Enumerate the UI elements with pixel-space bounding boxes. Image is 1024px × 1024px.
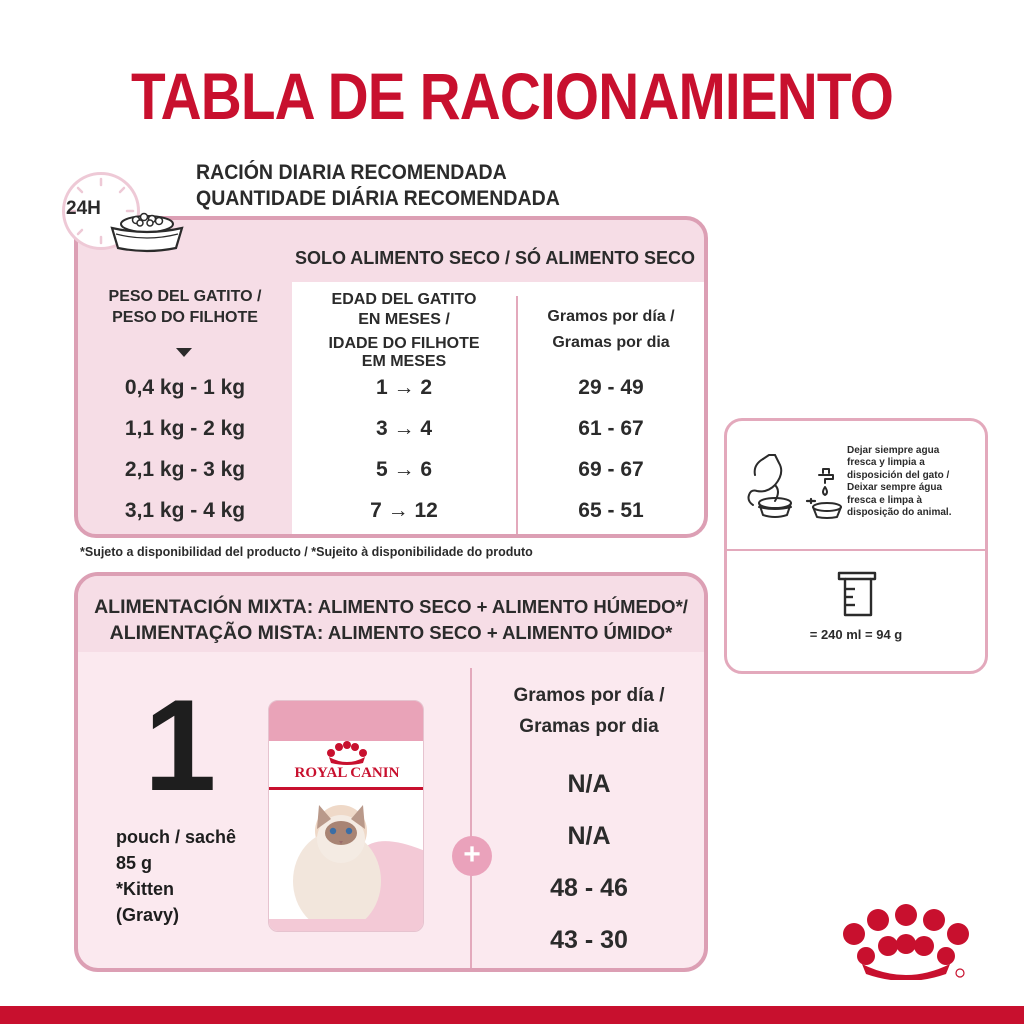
subtitle-line-es: RACIÓN DIARIA RECOMENDADA bbox=[196, 161, 507, 184]
mixed-header-text: ALIMENTO SECO + ALIMENTO HÚMEDO*/ bbox=[313, 596, 688, 617]
grams-header-pt: Gramas por dia bbox=[519, 716, 659, 737]
info-panel bbox=[724, 418, 988, 674]
pouch-line: pouch / sachê bbox=[116, 827, 237, 847]
subtitle bbox=[196, 160, 560, 212]
age-header-line: EN MESES / bbox=[358, 311, 450, 328]
weight-cell: 2,1 kg - 3 kg bbox=[124, 458, 246, 481]
mixed-grams-value: N/A bbox=[567, 822, 611, 850]
weight-column-header bbox=[78, 286, 292, 328]
age-header-line: IDADE DO FILHOTE bbox=[328, 335, 480, 352]
mixed-feeding-header bbox=[78, 594, 704, 646]
triangle-down-icon bbox=[176, 348, 192, 358]
grams-header-es: Gramos por día / bbox=[547, 308, 675, 325]
measuring-cup-icon bbox=[835, 569, 879, 619]
grams-cell: 29 - 49 bbox=[578, 376, 644, 399]
cat-water-icon bbox=[745, 451, 843, 519]
kitten-pouch-image bbox=[268, 700, 424, 932]
column-divider bbox=[470, 668, 472, 970]
grams-column-header bbox=[518, 304, 704, 356]
age-column-header bbox=[292, 290, 516, 372]
cup-equivalence: = 240 ml = 94 g bbox=[809, 627, 903, 642]
grams-header-pt: Gramas por dia bbox=[552, 334, 670, 351]
water-advice-line: fresca y limpia a bbox=[847, 457, 925, 469]
grams-cell: 65 - 51 bbox=[578, 499, 644, 522]
crown-logo-icon bbox=[325, 741, 369, 765]
brand-name: ROYAL CANIN bbox=[294, 765, 400, 781]
bottom-brand-bar bbox=[0, 1006, 1024, 1024]
weight-cell: 3,1 kg - 4 kg bbox=[124, 499, 246, 522]
age-cell: 3 → 4 bbox=[375, 417, 433, 440]
weight-header-es: PESO DEL GATITO / bbox=[108, 288, 262, 305]
weight-cell: 1,1 kg - 2 kg bbox=[124, 417, 246, 440]
footnote: *Sujeto a disponibilidad del producto / *Sujeito à disponibilidade do produto bbox=[80, 545, 533, 559]
mixed-grams-header bbox=[474, 680, 704, 742]
page-title: TABLA DE RACIONAMIENTO bbox=[130, 59, 894, 133]
grams-header-es: Gramos por día / bbox=[513, 685, 665, 706]
mixed-header-line-es bbox=[78, 594, 704, 620]
divider bbox=[727, 549, 985, 551]
pouch-count: 1 bbox=[144, 672, 217, 818]
water-advice-line: Dejar siempre agua bbox=[847, 445, 940, 456]
grams-cell: 69 - 67 bbox=[578, 458, 644, 481]
dry-food-header: SOLO ALIMENTO SECO / SÓ ALIMENTO SECO bbox=[294, 248, 696, 268]
mixed-grams-value: 43 - 30 bbox=[550, 926, 628, 954]
mixed-header-label: ALIMENTAÇÃO MISTA: bbox=[109, 622, 324, 644]
subtitle-line-pt: QUANTIDADE DIÁRIA RECOMENDADA bbox=[196, 187, 560, 210]
water-advice-line: disposição do animal. bbox=[847, 507, 952, 519]
pouch-description bbox=[116, 824, 236, 928]
food-bowl-icon bbox=[106, 210, 188, 256]
weight-header-pt: PESO DO FILHOTE bbox=[112, 309, 258, 326]
water-advice-line: fresca e limpa à bbox=[847, 494, 923, 506]
age-cell: 1 → 2 bbox=[375, 376, 433, 399]
age-header-line: EDAD DEL GATITO bbox=[331, 291, 477, 308]
water-advice-line: Deixar sempre água bbox=[847, 482, 943, 494]
plus-icon: + bbox=[452, 836, 492, 876]
pouch-line: (Gravy) bbox=[116, 905, 180, 925]
mixed-grams-value: N/A bbox=[567, 770, 611, 798]
mixed-feeding-table bbox=[74, 572, 708, 972]
weight-cell: 0,4 kg - 1 kg bbox=[124, 376, 246, 399]
mixed-header-label: ALIMENTACIÓN MIXTA: bbox=[94, 596, 314, 618]
water-advice bbox=[847, 445, 979, 519]
mixed-grams-value: 48 - 46 bbox=[550, 874, 628, 902]
dry-food-table bbox=[74, 216, 708, 538]
royal-canin-crown-icon bbox=[842, 904, 972, 980]
age-header-line: EM MESES bbox=[361, 353, 447, 370]
pouch-line: 85 g bbox=[116, 853, 153, 873]
mixed-header-text: ALIMENTO SECO + ALIMENTO ÚMIDO* bbox=[323, 622, 673, 643]
water-advice-line: disposición del gato / bbox=[847, 469, 950, 481]
age-cell: 5 → 6 bbox=[375, 458, 433, 481]
grams-cell: 61 - 67 bbox=[578, 417, 644, 440]
pouch-line: *Kitten bbox=[116, 879, 174, 899]
clock-label: 24H bbox=[66, 198, 101, 219]
age-cell: 7 → 12 bbox=[370, 499, 438, 522]
mixed-header-line-pt bbox=[78, 620, 704, 646]
